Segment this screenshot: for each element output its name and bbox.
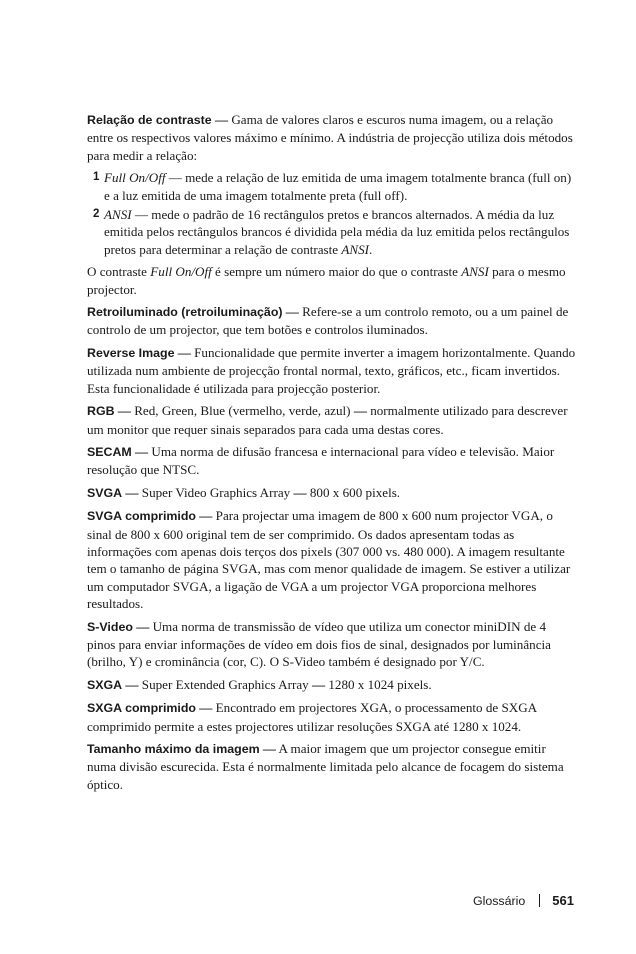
entry-definition: Uma norma de difusão francesa e internacional para vídeo e televisão. Maior resolução que NTSC. bbox=[87, 443, 555, 478]
em-dash: — bbox=[168, 170, 182, 186]
entry-definition: A maior imagem que um projector consegue emitir numa divisão escurecida. Esta é normalmente limitada pelo alcance de focagem do sistema óptico. bbox=[87, 741, 564, 792]
em-dash: — bbox=[117, 403, 131, 419]
entry-compressed-sxga bbox=[87, 699, 577, 735]
entry-contrast-ratio bbox=[87, 111, 577, 164]
entry-secam bbox=[87, 443, 577, 479]
em-dash: — bbox=[125, 484, 139, 500]
entry-definition: Super Video Graphics Array bbox=[141, 484, 291, 500]
em-dash: — bbox=[199, 508, 213, 524]
entry-definition-cont: 800 x 600 pixels. bbox=[309, 484, 401, 500]
contrast-methods-list bbox=[87, 169, 577, 258]
entry-term: RGB bbox=[87, 404, 115, 419]
page-footer bbox=[473, 893, 574, 908]
entry-term: SECAM bbox=[87, 444, 132, 459]
entry-definition: Gama de valores claros e escuros numa imagem, ou a relação entre os respectivos valores máximo e mínimo. A indústria de projecção utiliza dois métodos para medir a relação: bbox=[87, 112, 573, 163]
method-term: Full On/Off bbox=[104, 170, 166, 186]
em-dash: — bbox=[353, 403, 367, 419]
method-definition: mede a relação de luz emitida de uma imagem totalmente branca (full on) e a luz emitida de uma imagem totalmente preta (full off). bbox=[104, 170, 572, 203]
em-dash: — bbox=[177, 344, 191, 360]
em-dash: — bbox=[311, 676, 326, 692]
entry-term: Retroiluminado (retroiluminação) bbox=[87, 305, 283, 320]
footer-section-title: Glossário bbox=[472, 893, 526, 908]
entry-definition: Uma norma de transmissão de vídeo que utiliza um conector miniDIN de 4 pinos para enviar informações de vídeo em dois fios de sinal, designados por luminância (brilho, Y) e crominância (cor, C). O S-Video também é designado por Y/C. bbox=[87, 618, 551, 670]
method-definition: mede o padrão de 16 rectângulos pretos e brancos alternados. A média da luz emitida pelos rectângulos brancos é dividida pela média da luz emitida pelos rectângulos pretos para determinar a relação de contraste bbox=[104, 207, 570, 257]
list-number: 1 bbox=[93, 171, 100, 184]
method-term-end: ANSI bbox=[341, 241, 370, 257]
entry-term: SVGA bbox=[87, 485, 123, 500]
entry-term: Reverse Image bbox=[87, 345, 175, 360]
em-dash: — bbox=[214, 112, 229, 127]
entry-term: SXGA comprimido bbox=[87, 701, 197, 716]
entry-backlit bbox=[87, 303, 577, 339]
entry-rgb bbox=[87, 402, 577, 438]
entry-definition: Encontrado em projectores XGA, o processamento de SXGA comprimido permite a estes projectores utilizar resoluções SXGA até 1280 x 1024. bbox=[87, 700, 537, 734]
note-text: é sempre um número maior do que o contraste bbox=[215, 264, 458, 280]
em-dash: — bbox=[125, 676, 139, 692]
entry-definition: Super Extended Graphics Array bbox=[141, 676, 309, 692]
entry-s-video bbox=[87, 618, 577, 671]
list-number: 2 bbox=[93, 208, 100, 221]
footer-divider bbox=[539, 894, 540, 907]
note-text: para o mesmo projector. bbox=[87, 264, 566, 297]
em-dash: — bbox=[135, 443, 149, 459]
entry-definition: Refere-se a um controlo remoto, ou a um painel de controlo de um projector, que tem botões e controlos iluminados. bbox=[87, 304, 569, 338]
entry-term: SXGA bbox=[87, 677, 123, 692]
em-dash: — bbox=[285, 304, 299, 320]
entry-svga bbox=[87, 484, 577, 502]
em-dash: — bbox=[136, 618, 150, 634]
em-dash: — bbox=[293, 484, 307, 500]
method-term: ANSI bbox=[104, 207, 132, 223]
glossary-page bbox=[87, 111, 577, 798]
entry-reverse-image bbox=[87, 344, 577, 397]
entry-max-image-size bbox=[87, 740, 577, 793]
list-item bbox=[87, 206, 577, 258]
note-term: ANSI bbox=[461, 264, 489, 280]
em-dash: — bbox=[262, 741, 276, 756]
entry-definition: Para projectar uma imagem de 800 x 600 num projector VGA, o sinal de 800 x 600 original tem de ser comprimido. Os dados apresentam todas as informações com apenas dois terços dos pixels (307 000 vs. 480 000). A imagem resultante tem o tamanho de página SVGA, mas com menor qualidade de imagem. Se estiver a utilizar um computador SVGA, a ligação de VGA a um projector VGA proporciona melhores resultados. bbox=[87, 508, 571, 612]
entry-sxga bbox=[87, 676, 577, 694]
entry-definition: Red, Green, Blue (vermelho, verde, azul) bbox=[134, 403, 351, 419]
entry-compressed-svga bbox=[87, 507, 577, 612]
entry-term: S-Video bbox=[87, 619, 133, 634]
em-dash: — bbox=[199, 700, 213, 716]
entry-definition-cont: normalmente utilizado para descrever um monitor que requer sinais separados para cada uma destas cores. bbox=[87, 403, 568, 437]
note-text: O contraste bbox=[87, 264, 147, 280]
em-dash: — bbox=[134, 207, 149, 223]
entry-term: SVGA comprimido bbox=[87, 509, 197, 524]
page-number: 561 bbox=[552, 893, 574, 908]
method-end: . bbox=[369, 241, 373, 257]
list-item bbox=[87, 169, 577, 204]
entry-definition-cont: 1280 x 1024 pixels. bbox=[328, 676, 432, 692]
entry-definition: Funcionalidade que permite inverter a imagem horizontalmente. Quando utilizada num ambiente de projecção frontal normal, texto, gráficos, etc., ficam invertidos. Esta funcionalidade é utilizada para projecção posterior. bbox=[87, 344, 576, 396]
entry-term: Relação de contraste bbox=[87, 113, 212, 127]
entry-term: Tamanho máximo da imagem bbox=[87, 742, 260, 756]
note-term: Full On/Off bbox=[150, 264, 212, 280]
contrast-note bbox=[87, 263, 577, 298]
